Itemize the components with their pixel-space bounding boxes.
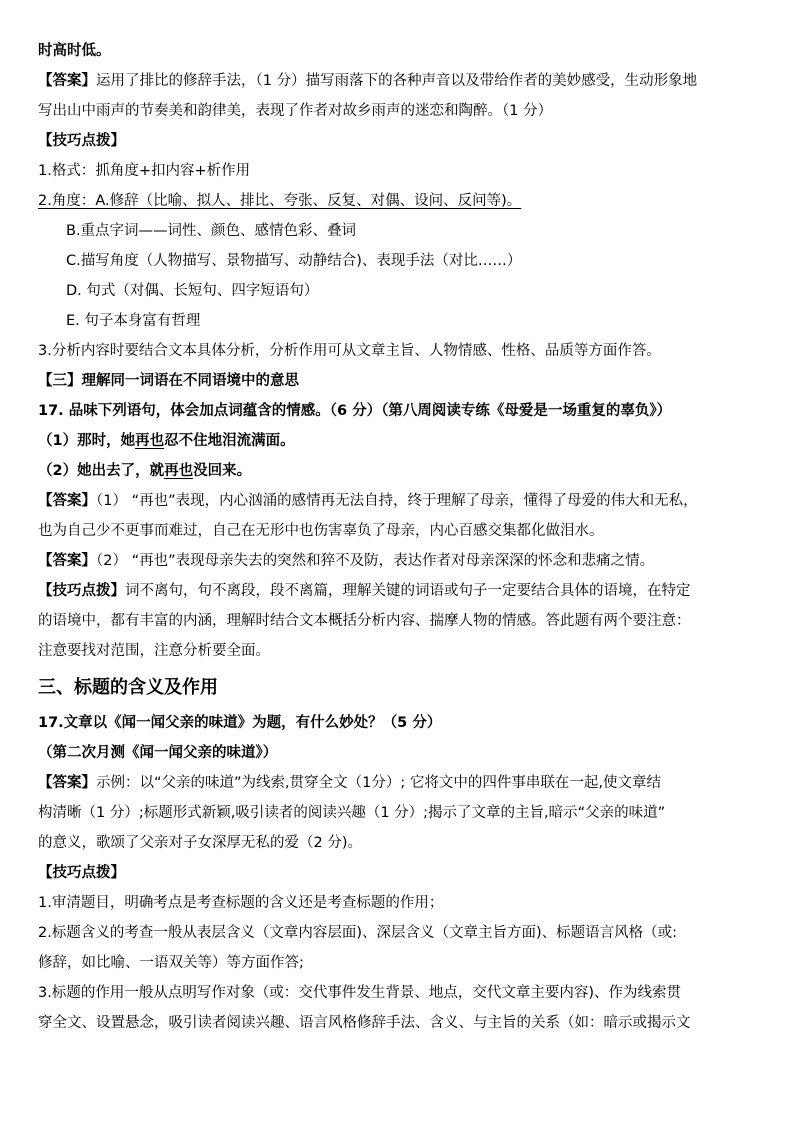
text-line: 时高时低。 bbox=[38, 43, 111, 59]
text-line: 2.标题含义的考查一般从表层含义（文章内容层面)、深层含义（文章主旨方面)、标题语言风格（或: bbox=[38, 925, 678, 941]
question-item: （1）那时，她再也忍不住地泪流满面。 bbox=[38, 433, 295, 449]
section-heading: 【三】理解同一词语在不同语境中的意思 bbox=[38, 373, 299, 389]
text-line: 注意要找对范围，注意分析要全面。 bbox=[38, 643, 270, 659]
text-line: B.重点字词——词性、颜色、感情色彩、叠词 bbox=[66, 223, 357, 239]
text-line: D. 句式（对偶、长短句、四字短语句） bbox=[66, 283, 319, 299]
answer-line: 【答案】（1） “再也”表现，内心汹涌的感情再无法自持，终于理解了母亲，懂得了母爱的伟大和无私， bbox=[38, 493, 698, 509]
answer-tag: 【答案】 bbox=[38, 553, 96, 569]
section-title: 三、标题的含义及作用 bbox=[38, 677, 218, 698]
text-line: 构清晰（1 分）;标题形式新颖,吸引读者的阅读兴趣（1 分）;揭示了文章的主旨,暗示“父亲的味道” bbox=[38, 805, 666, 821]
text-line: 1.审清题目，明确考点是考查标题的含义还是考查标题的作用； bbox=[38, 895, 444, 911]
answer-line: 【答案】（2） “再也”表现母亲失去的突然和猝不及防，表达作者对母亲深深的怀念和悲痛之情。 bbox=[38, 553, 655, 569]
question-line: 17.文章以《闻一闻父亲的味道》为题，有什么妙处？（5 分） bbox=[38, 715, 442, 731]
answer-tag: 【答案】 bbox=[38, 493, 96, 509]
dotted-word: 再也 bbox=[164, 463, 194, 479]
tip-heading: 【技巧点拨】 bbox=[38, 865, 125, 881]
tip-tag: 【技巧点拨】 bbox=[38, 583, 125, 599]
text-line: 3.分析内容时要结合文本具体分析，分析作用可从文章主旨、人物情感、性格、品质等方面作答。 bbox=[38, 343, 661, 359]
text-line: 1.格式：抓角度+扣内容+析作用 bbox=[38, 163, 251, 179]
text-line: 也为自己少不更事而难过，自己在无形中也伤害辜负了母亲，内心百感交集都化做泪水。 bbox=[38, 523, 604, 539]
text-line: 的意义，歌颂了父亲对子女深厚无私的爱（2 分)。 bbox=[38, 835, 362, 851]
question-item: （2）她出去了，就再也没回来。 bbox=[38, 463, 252, 479]
text-line: 写出山中雨声的节奏美和韵律美，表现了作者对故乡雨声的迷恋和陶醉。（1 分） bbox=[38, 103, 553, 119]
text-line: C.描写角度（人物描写、景物描写、动静结合)、表现手法（对比……） bbox=[66, 253, 522, 269]
question-line: 17. 品味下列语句，体会加点词蕴含的情感。（6 分）（第八周阅读专练《母爱是一场重复的辜负》） bbox=[38, 403, 672, 419]
answer-tag: 【答案】 bbox=[38, 73, 96, 89]
text-line: 2.角度：A.修辞（比喻、拟人、排比、夸张、反复、对偶、设问、反问等)。 bbox=[38, 193, 522, 209]
answer-line: 【答案】运用了排比的修辞手法，（1 分）描写雨落下的各种声音以及带给作者的美妙感受，生动形象地 bbox=[38, 73, 698, 89]
tip-heading: 【技巧点拨】 bbox=[38, 133, 125, 149]
dotted-word: 再也 bbox=[135, 433, 165, 449]
answer-tag: 【答案】 bbox=[38, 775, 96, 791]
text-line: 3.标题的作用一般从点明写作对象（或：交代事件发生背景、地点，交代文章主要内容)、作为线索贯 bbox=[38, 985, 681, 1001]
text-line: 的语境中，都有丰富的内涵，理解时结合文本概括分析内容、揣摩人物的情感。答此题有两个要注意： bbox=[38, 613, 691, 629]
text-line: 穿全文、设置悬念，吸引读者阅读兴趣、语言风格修辞手法、含义、与主旨的关系（如：暗示或揭示文 bbox=[38, 1015, 691, 1031]
tip-line: 【技巧点拨】词不离句，句不离段，段不离篇，理解关键的词语或句子一定要结合具体的语境，在特定 bbox=[38, 583, 691, 599]
text-line: E. 句子本身富有哲理 bbox=[66, 313, 201, 329]
text-line: 修辞，如比喻、一语双关等）等方面作答; bbox=[38, 955, 304, 971]
question-source: （第二次月测《闻一闻父亲的味道》） bbox=[38, 745, 278, 761]
answer-line: 【答案】示例：以“父亲的味道”为线索,贯穿全文（1分）; 它将文中的四件事串联在一起,使文章结 bbox=[38, 775, 661, 791]
